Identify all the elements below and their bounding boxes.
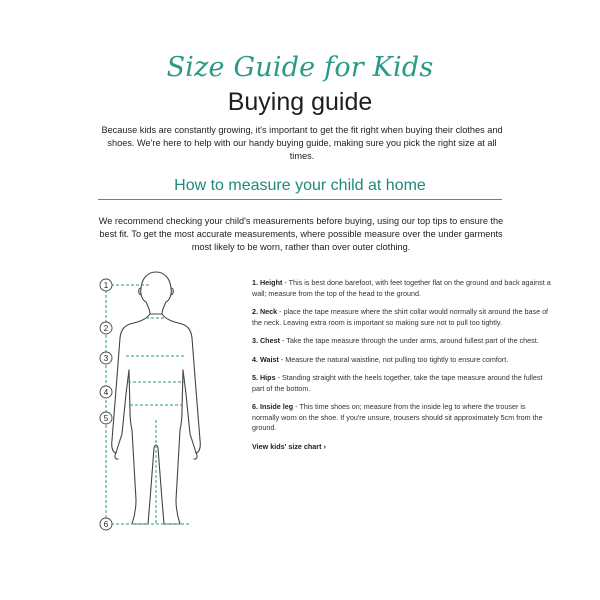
- step-label: 5. Hips: [252, 373, 276, 382]
- marker-2: [100, 322, 112, 334]
- marker-5: [100, 412, 112, 424]
- measurement-lines: [103, 285, 190, 524]
- step-label: 2. Neck: [252, 307, 278, 316]
- measurement-steps: [252, 278, 552, 452]
- step-label: 1. Height: [252, 278, 283, 287]
- step-hips: [252, 373, 552, 394]
- step-neck: [252, 307, 552, 328]
- intro-paragraph: Because kids are constantly growing, it's important to get the fit right when buying their clothes and shoes. We're here to help with our handy buying guide, making sure you pick the right size at all times.: [101, 125, 503, 161]
- step-text: - Standing straight with the heels together, take the tape measure around the fullest part of the bottom.: [252, 373, 543, 393]
- svg-text:6: 6: [103, 520, 109, 529]
- step-waist: [252, 355, 552, 366]
- step-label: 3. Chest: [252, 336, 280, 345]
- section-heading: How to measure your child at home: [174, 177, 426, 194]
- marker-4: [100, 386, 112, 398]
- step-text: - place the tape measure where the shirt collar would normally sit around the base of the neck. Leaving extra room is important so making sure not to pull too tightly.: [252, 307, 549, 327]
- step-text: - Measure the natural waistline, not pulling too tightly to ensure comfort.: [278, 354, 509, 364]
- page-subtitle: Buying guide: [227, 88, 373, 116]
- step-chest: [252, 336, 552, 347]
- step-inside-leg: [252, 402, 552, 434]
- advice-paragraph: We recommend checking your child's measurements before buying, using our top tips to ensure the best fit. To get the most accurate measurements, where possible measure over the under garments most likely to be worn, rather than over outer clothing.: [98, 216, 504, 252]
- measurement-figure: [90, 270, 240, 535]
- step-label: 4. Waist: [252, 354, 279, 364]
- size-chart-link[interactable]: View kids' size chart ›: [252, 441, 326, 451]
- svg-text:3: 3: [103, 354, 109, 363]
- step-label: 6. Inside leg: [252, 402, 294, 411]
- step-text: - Take the tape measure through the under arms, around fullest part of the chest.: [279, 336, 539, 345]
- marker-1: [100, 279, 112, 291]
- step-height: [252, 278, 552, 299]
- section-divider: [98, 199, 502, 200]
- svg-text:1: 1: [103, 281, 109, 290]
- svg-text:4: 4: [103, 388, 109, 397]
- svg-text:2: 2: [103, 324, 109, 333]
- marker-6: [100, 518, 112, 530]
- step-text: - This is best done barefoot, with feet together flat on the ground and back against a wall; measure from the top of the head to the ground.: [252, 278, 551, 298]
- marker-3: [100, 352, 112, 364]
- step-text: - This time shoes on; measure from the inside leg to where the trouser is normally worn on the shoe. If you're unsure, trousers should sit approximately 5cm from the ground.: [252, 402, 543, 432]
- svg-text:5: 5: [103, 414, 109, 423]
- page-title: Size Guide for Kids: [166, 52, 434, 83]
